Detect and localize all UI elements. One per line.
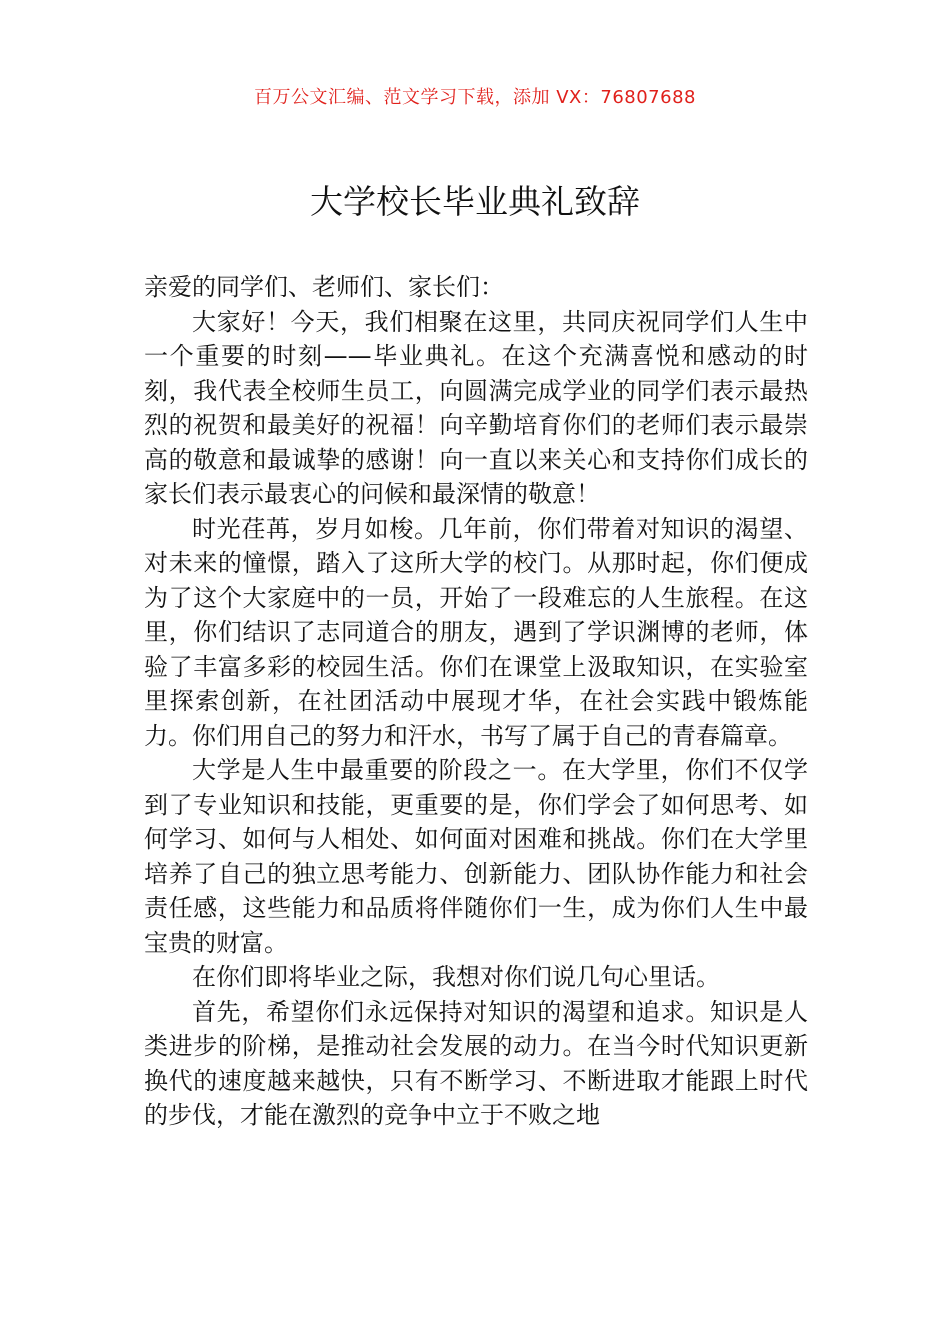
- document-body: [144, 270, 808, 1133]
- paragraph-transition: 在你们即将毕业之际，我想对你们说几句心里话。: [192, 963, 720, 991]
- document-title: 大学校长毕业典礼致辞: [310, 182, 640, 221]
- salutation: 亲爱的同学们、老师们、家长们：: [144, 273, 504, 301]
- watermark-text: 百万公文汇编、范文学习下载，添加 VX：76807688: [254, 87, 696, 108]
- paragraph-greeting: 大家好！今天，我们相聚在这里，共同庆祝同学们人生中一个重要的时刻——毕业典礼。在这个充满喜悦和感动的时刻，我代表全校师生员工，向圆满完成学业的同学们表示最热烈的祝贺和最美好的祝福！向辛勤培育你们的老师们表示最崇高的敬意和最诚挚的感谢！向一直以来关心和支持你们成长的家长们表示最衷心的问候和最深情的敬意！: [144, 307, 808, 508]
- paragraph-first-wish: 首先，希望你们永远保持对知识的渴望和追求。知识是人类进步的阶梯，是推动社会发展的动力。在当今时代知识更新换代的速度越来越快，只有不断学习、不断进取才能跟上时代的步伐，才能在激烈的竞争中立于不败之地: [144, 997, 808, 1129]
- paragraph-university: 大学是人生中最重要的阶段之一。在大学里，你们不仅学到了专业知识和技能，更重要的是，你们学会了如何思考、如何学习、如何与人相处、如何面对困难和挑战。你们在大学里培养了自己的独立思考能力、创新能力、团队协作能力和社会责任感，这些能力和品质将伴随你们一生，成为你们人生中最宝贵的财富。: [144, 756, 808, 957]
- paragraph-memories: 时光荏苒，岁月如梭。几年前，你们带着对知识的渴望、对未来的憧憬，踏入了这所大学的校门。从那时起，你们便成为了这个大家庭中的一员，开始了一段难忘的人生旅程。在这里，你们结识了志同道合的朋友，遇到了学识渊博的老师，体验了丰富多彩的校园生活。你们在课堂上汲取知识，在实验室里探索创新，在社团活动中展现才华，在社会实践中锻炼能力。你们用自己的努力和汗水，书写了属于自己的青春篇章。: [144, 514, 808, 750]
